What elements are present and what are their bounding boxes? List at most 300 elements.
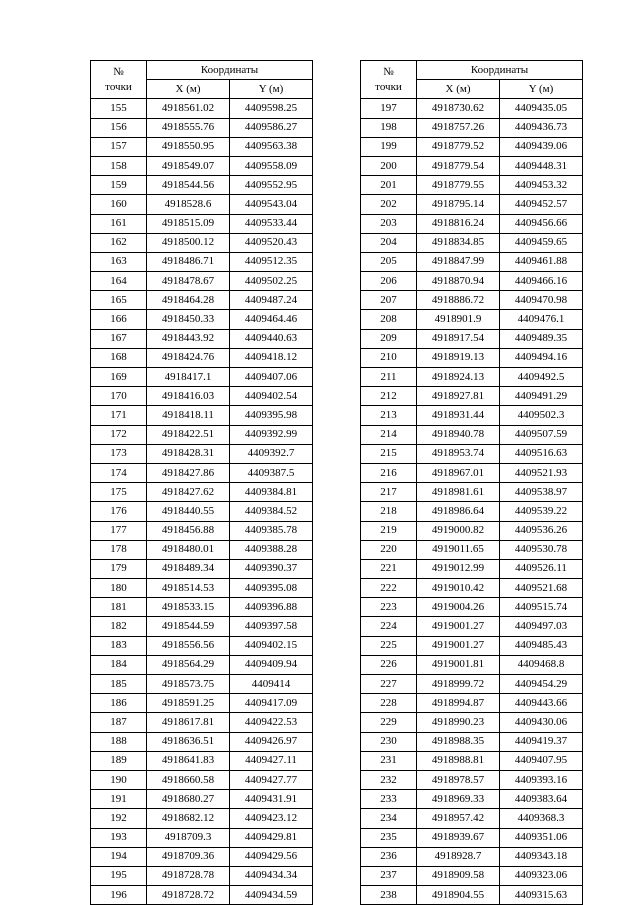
point-number-cell: 215 xyxy=(361,444,417,463)
table-row xyxy=(91,348,313,367)
table-row xyxy=(91,368,313,387)
point-number-cell: 155 xyxy=(91,99,147,118)
table-row xyxy=(91,272,313,291)
point-number-cell: 231 xyxy=(361,751,417,770)
y-coordinate-cell: 4409538.97 xyxy=(500,483,583,502)
table-row xyxy=(361,521,583,540)
coordinates-header: Координаты xyxy=(147,61,313,80)
y-coordinate-cell: 4409453.32 xyxy=(500,176,583,195)
point-number-cell: 232 xyxy=(361,770,417,789)
point-number-cell: 228 xyxy=(361,694,417,713)
x-coordinate-cell: 4918561.02 xyxy=(147,99,230,118)
point-number-cell: 227 xyxy=(361,675,417,694)
y-coordinate-cell: 4409468.8 xyxy=(500,655,583,674)
y-coordinate-cell: 4409464.46 xyxy=(230,310,313,329)
point-number-cell: 234 xyxy=(361,809,417,828)
x-coordinate-cell: 4918544.56 xyxy=(147,176,230,195)
table-row xyxy=(361,387,583,406)
x-coordinate-cell: 4918478.67 xyxy=(147,272,230,291)
y-coordinate-cell: 4409351.06 xyxy=(500,828,583,847)
table-header xyxy=(91,61,313,99)
table-row xyxy=(91,156,313,175)
point-number-cell: 194 xyxy=(91,847,147,866)
table-row xyxy=(361,809,583,828)
header-point-label: точки xyxy=(375,80,402,93)
y-coordinate-cell: 4409426.97 xyxy=(230,732,313,751)
x-coordinate-cell: 4918940.78 xyxy=(417,425,500,444)
y-coordinate-cell: 4409430.06 xyxy=(500,713,583,732)
x-coordinate-cell: 4918440.55 xyxy=(147,502,230,521)
x-coordinate-cell: 4918928.7 xyxy=(417,847,500,866)
y-coordinate-cell: 4409429.56 xyxy=(230,847,313,866)
y-coordinate-cell: 4409402.54 xyxy=(230,387,313,406)
point-number-cell: 233 xyxy=(361,790,417,809)
point-number-cell: 190 xyxy=(91,770,147,789)
point-number-cell: 214 xyxy=(361,425,417,444)
point-number-cell: 193 xyxy=(91,828,147,847)
y-header: Y (м) xyxy=(230,80,313,99)
table-row xyxy=(91,195,313,214)
x-coordinate-cell: 4918967.01 xyxy=(417,463,500,482)
point-number-cell: 208 xyxy=(361,310,417,329)
x-coordinate-cell: 4918816.24 xyxy=(417,214,500,233)
x-coordinate-cell: 4918641.83 xyxy=(147,751,230,770)
table-row xyxy=(361,732,583,751)
y-coordinate-cell: 4409521.93 xyxy=(500,463,583,482)
table-row xyxy=(361,99,583,118)
point-number-cell: 196 xyxy=(91,886,147,905)
point-number-cell: 181 xyxy=(91,598,147,617)
y-coordinate-cell: 4409536.26 xyxy=(500,521,583,540)
y-coordinate-cell: 4409439.06 xyxy=(500,137,583,156)
table-row xyxy=(91,483,313,502)
y-coordinate-cell: 4409516.63 xyxy=(500,444,583,463)
table-row xyxy=(361,444,583,463)
table-row xyxy=(91,387,313,406)
point-number-cell: 224 xyxy=(361,617,417,636)
x-coordinate-cell: 4918924.13 xyxy=(417,368,500,387)
point-number-cell: 169 xyxy=(91,368,147,387)
x-coordinate-cell: 4918917.54 xyxy=(417,329,500,348)
x-coordinate-cell: 4918443.92 xyxy=(147,329,230,348)
x-coordinate-cell: 4918417.1 xyxy=(147,368,230,387)
point-number-cell: 204 xyxy=(361,233,417,252)
y-coordinate-cell: 4409497.03 xyxy=(500,617,583,636)
y-coordinate-cell: 4409539.22 xyxy=(500,502,583,521)
y-coordinate-cell: 4409390.37 xyxy=(230,559,313,578)
x-coordinate-cell: 4918617.81 xyxy=(147,713,230,732)
x-coordinate-cell: 4918573.75 xyxy=(147,675,230,694)
point-number-cell: 185 xyxy=(91,675,147,694)
point-number-cell: 207 xyxy=(361,291,417,310)
table-row xyxy=(361,828,583,847)
header-number-sign: № xyxy=(113,65,124,78)
table-row xyxy=(91,636,313,655)
y-coordinate-cell: 4409384.52 xyxy=(230,502,313,521)
point-number-cell: 179 xyxy=(91,559,147,578)
y-coordinate-cell: 4409456.66 xyxy=(500,214,583,233)
table-row xyxy=(361,483,583,502)
y-coordinate-cell: 4409388.28 xyxy=(230,540,313,559)
y-coordinate-cell: 4409512.35 xyxy=(230,252,313,271)
table-row xyxy=(91,502,313,521)
x-coordinate-cell: 4919001.27 xyxy=(417,636,500,655)
y-coordinate-cell: 4409470.98 xyxy=(500,291,583,310)
x-coordinate-cell: 4918480.01 xyxy=(147,540,230,559)
point-number-cell: 175 xyxy=(91,483,147,502)
point-number-cell: 213 xyxy=(361,406,417,425)
x-coordinate-cell: 4918904.55 xyxy=(417,886,500,905)
table-row xyxy=(91,886,313,905)
x-coordinate-cell: 4919010.42 xyxy=(417,579,500,598)
table-row xyxy=(361,156,583,175)
x-coordinate-cell: 4918424.76 xyxy=(147,348,230,367)
x-coordinate-cell: 4918994.87 xyxy=(417,694,500,713)
point-number-cell: 237 xyxy=(361,866,417,885)
x-coordinate-cell: 4918779.54 xyxy=(417,156,500,175)
y-coordinate-cell: 4409427.77 xyxy=(230,770,313,789)
x-header: X (м) xyxy=(417,80,500,99)
x-coordinate-cell: 4918931.44 xyxy=(417,406,500,425)
point-number-cell: 230 xyxy=(361,732,417,751)
table-row xyxy=(361,694,583,713)
table-row xyxy=(91,809,313,828)
point-number-cell: 172 xyxy=(91,425,147,444)
y-coordinate-cell: 4409436.73 xyxy=(500,118,583,137)
x-coordinate-cell: 4918834.85 xyxy=(417,233,500,252)
table-row xyxy=(361,233,583,252)
y-coordinate-cell: 4409423.12 xyxy=(230,809,313,828)
point-number-cell: 159 xyxy=(91,176,147,195)
y-coordinate-cell: 4409533.44 xyxy=(230,214,313,233)
table-row xyxy=(91,310,313,329)
point-number-cell: 219 xyxy=(361,521,417,540)
table-row xyxy=(361,540,583,559)
y-coordinate-cell: 4409434.34 xyxy=(230,866,313,885)
table-row xyxy=(91,176,313,195)
table-row xyxy=(361,214,583,233)
table-row xyxy=(361,751,583,770)
y-coordinate-cell: 4409452.57 xyxy=(500,195,583,214)
point-number-cell: 209 xyxy=(361,329,417,348)
point-number-header xyxy=(361,61,417,99)
x-coordinate-cell: 4918549.07 xyxy=(147,156,230,175)
point-number-cell: 212 xyxy=(361,387,417,406)
point-number-cell: 225 xyxy=(361,636,417,655)
y-coordinate-cell: 4409485.43 xyxy=(500,636,583,655)
y-coordinate-cell: 4409598.25 xyxy=(230,99,313,118)
point-number-cell: 178 xyxy=(91,540,147,559)
y-coordinate-cell: 4409417.09 xyxy=(230,694,313,713)
y-coordinate-cell: 4409385.78 xyxy=(230,521,313,540)
y-coordinate-cell: 4409489.35 xyxy=(500,329,583,348)
table-row xyxy=(91,329,313,348)
table-row xyxy=(361,617,583,636)
table-row xyxy=(361,368,583,387)
y-coordinate-cell: 4409418.12 xyxy=(230,348,313,367)
y-coordinate-cell: 4409395.98 xyxy=(230,406,313,425)
y-coordinate-cell: 4409459.65 xyxy=(500,233,583,252)
table-row xyxy=(361,655,583,674)
y-coordinate-cell: 4409507.59 xyxy=(500,425,583,444)
point-number-cell: 216 xyxy=(361,463,417,482)
table-row xyxy=(361,502,583,521)
point-number-cell: 166 xyxy=(91,310,147,329)
y-coordinate-cell: 4409520.43 xyxy=(230,233,313,252)
point-number-cell: 170 xyxy=(91,387,147,406)
table-row xyxy=(91,579,313,598)
y-coordinate-cell: 4409461.88 xyxy=(500,252,583,271)
point-number-cell: 206 xyxy=(361,272,417,291)
point-number-cell: 160 xyxy=(91,195,147,214)
table-row xyxy=(91,137,313,156)
table-row xyxy=(361,252,583,271)
y-coordinate-cell: 4409440.63 xyxy=(230,329,313,348)
point-number-cell: 157 xyxy=(91,137,147,156)
x-coordinate-cell: 4918709.3 xyxy=(147,828,230,847)
point-number-cell: 195 xyxy=(91,866,147,885)
x-coordinate-cell: 4918515.09 xyxy=(147,214,230,233)
y-coordinate-cell: 4409422.53 xyxy=(230,713,313,732)
x-coordinate-cell: 4918757.26 xyxy=(417,118,500,137)
y-coordinate-cell: 4409552.95 xyxy=(230,176,313,195)
point-number-cell: 173 xyxy=(91,444,147,463)
x-coordinate-cell: 4918709.36 xyxy=(147,847,230,866)
table-row xyxy=(361,866,583,885)
y-coordinate-cell: 4409407.06 xyxy=(230,368,313,387)
table-row xyxy=(361,195,583,214)
x-coordinate-cell: 4918957.42 xyxy=(417,809,500,828)
table-row xyxy=(361,598,583,617)
point-number-cell: 217 xyxy=(361,483,417,502)
x-coordinate-cell: 4918533.15 xyxy=(147,598,230,617)
table-row xyxy=(361,291,583,310)
point-number-cell: 226 xyxy=(361,655,417,674)
y-coordinate-cell: 4409521.68 xyxy=(500,579,583,598)
x-coordinate-cell: 4918660.58 xyxy=(147,770,230,789)
x-coordinate-cell: 4918564.29 xyxy=(147,655,230,674)
table-row xyxy=(91,444,313,463)
y-coordinate-cell: 4409487.24 xyxy=(230,291,313,310)
x-coordinate-cell: 4918901.9 xyxy=(417,310,500,329)
point-number-cell: 220 xyxy=(361,540,417,559)
table-row xyxy=(361,847,583,866)
table-row xyxy=(91,694,313,713)
x-coordinate-cell: 4918730.62 xyxy=(417,99,500,118)
point-number-cell: 200 xyxy=(361,156,417,175)
point-number-cell: 191 xyxy=(91,790,147,809)
y-coordinate-cell: 4409586.27 xyxy=(230,118,313,137)
point-number-cell: 156 xyxy=(91,118,147,137)
table-row xyxy=(91,406,313,425)
header-number-sign: № xyxy=(383,65,394,78)
table-row xyxy=(361,579,583,598)
table-row xyxy=(361,636,583,655)
y-coordinate-cell: 4409454.29 xyxy=(500,675,583,694)
x-coordinate-cell: 4918978.57 xyxy=(417,770,500,789)
y-coordinate-cell: 4409466.16 xyxy=(500,272,583,291)
y-header: Y (м) xyxy=(500,80,583,99)
table-row xyxy=(361,329,583,348)
y-coordinate-cell: 4409414 xyxy=(230,675,313,694)
table-row xyxy=(361,425,583,444)
coordinates-table-right xyxy=(360,60,583,905)
x-coordinate-cell: 4918909.58 xyxy=(417,866,500,885)
point-number-cell: 218 xyxy=(361,502,417,521)
table-row xyxy=(361,713,583,732)
y-coordinate-cell: 4409343.18 xyxy=(500,847,583,866)
table-row xyxy=(91,252,313,271)
point-number-cell: 192 xyxy=(91,809,147,828)
table-row xyxy=(91,790,313,809)
x-coordinate-cell: 4918428.31 xyxy=(147,444,230,463)
point-number-cell: 210 xyxy=(361,348,417,367)
point-number-cell: 163 xyxy=(91,252,147,271)
x-coordinate-cell: 4918680.27 xyxy=(147,790,230,809)
x-coordinate-cell: 4918556.56 xyxy=(147,636,230,655)
coordinates-header: Координаты xyxy=(417,61,583,80)
x-coordinate-cell: 4919012.99 xyxy=(417,559,500,578)
x-coordinate-cell: 4918514.53 xyxy=(147,579,230,598)
y-coordinate-cell: 4409315.63 xyxy=(500,886,583,905)
point-number-cell: 186 xyxy=(91,694,147,713)
point-number-cell: 180 xyxy=(91,579,147,598)
point-number-cell: 229 xyxy=(361,713,417,732)
y-coordinate-cell: 4409502.25 xyxy=(230,272,313,291)
x-coordinate-cell: 4918427.86 xyxy=(147,463,230,482)
point-number-cell: 238 xyxy=(361,886,417,905)
y-coordinate-cell: 4409419.37 xyxy=(500,732,583,751)
x-coordinate-cell: 4918418.11 xyxy=(147,406,230,425)
point-number-cell: 201 xyxy=(361,176,417,195)
table-row xyxy=(361,463,583,482)
table-row xyxy=(91,675,313,694)
x-coordinate-cell: 4918990.23 xyxy=(417,713,500,732)
x-coordinate-cell: 4919004.26 xyxy=(417,598,500,617)
y-coordinate-cell: 4409393.16 xyxy=(500,770,583,789)
y-coordinate-cell: 4409397.58 xyxy=(230,617,313,636)
table-body xyxy=(361,99,583,905)
y-coordinate-cell: 4409448.31 xyxy=(500,156,583,175)
y-coordinate-cell: 4409392.99 xyxy=(230,425,313,444)
x-coordinate-cell: 4918939.67 xyxy=(417,828,500,847)
x-coordinate-cell: 4918456.88 xyxy=(147,521,230,540)
x-coordinate-cell: 4918422.51 xyxy=(147,425,230,444)
x-coordinate-cell: 4918427.62 xyxy=(147,483,230,502)
point-number-cell: 183 xyxy=(91,636,147,655)
table-row xyxy=(361,790,583,809)
table-row xyxy=(91,866,313,885)
y-coordinate-cell: 4409502.3 xyxy=(500,406,583,425)
x-coordinate-cell: 4918450.33 xyxy=(147,310,230,329)
table-row xyxy=(361,406,583,425)
table-row xyxy=(91,540,313,559)
x-coordinate-cell: 4918500.12 xyxy=(147,233,230,252)
y-coordinate-cell: 4409530.78 xyxy=(500,540,583,559)
table-row xyxy=(91,847,313,866)
table-row xyxy=(91,99,313,118)
point-number-cell: 176 xyxy=(91,502,147,521)
point-number-cell: 165 xyxy=(91,291,147,310)
x-coordinate-cell: 4918779.52 xyxy=(417,137,500,156)
point-number-cell: 162 xyxy=(91,233,147,252)
table-row xyxy=(91,521,313,540)
table-row xyxy=(91,598,313,617)
x-coordinate-cell: 4918953.74 xyxy=(417,444,500,463)
point-number-cell: 221 xyxy=(361,559,417,578)
x-coordinate-cell: 4918464.28 xyxy=(147,291,230,310)
table-body xyxy=(91,99,313,905)
y-coordinate-cell: 4409395.08 xyxy=(230,579,313,598)
x-coordinate-cell: 4918544.59 xyxy=(147,617,230,636)
point-number-cell: 236 xyxy=(361,847,417,866)
y-coordinate-cell: 4409494.16 xyxy=(500,348,583,367)
table-row xyxy=(361,675,583,694)
x-coordinate-cell: 4918636.51 xyxy=(147,732,230,751)
table-row xyxy=(91,770,313,789)
y-coordinate-cell: 4409368.3 xyxy=(500,809,583,828)
point-number-cell: 211 xyxy=(361,368,417,387)
y-coordinate-cell: 4409434.59 xyxy=(230,886,313,905)
point-number-cell: 223 xyxy=(361,598,417,617)
point-number-cell: 158 xyxy=(91,156,147,175)
y-coordinate-cell: 4409443.66 xyxy=(500,694,583,713)
y-coordinate-cell: 4409429.81 xyxy=(230,828,313,847)
y-coordinate-cell: 4409431.91 xyxy=(230,790,313,809)
x-coordinate-cell: 4918999.72 xyxy=(417,675,500,694)
table-row xyxy=(91,118,313,137)
y-coordinate-cell: 4409387.5 xyxy=(230,463,313,482)
point-number-cell: 177 xyxy=(91,521,147,540)
table-row xyxy=(91,732,313,751)
y-coordinate-cell: 4409515.74 xyxy=(500,598,583,617)
x-coordinate-cell: 4918981.61 xyxy=(417,483,500,502)
x-coordinate-cell: 4918988.35 xyxy=(417,732,500,751)
x-coordinate-cell: 4918555.76 xyxy=(147,118,230,137)
x-coordinate-cell: 4918728.72 xyxy=(147,886,230,905)
table-row xyxy=(361,118,583,137)
y-coordinate-cell: 4409563.38 xyxy=(230,137,313,156)
y-coordinate-cell: 4409558.09 xyxy=(230,156,313,175)
table-row xyxy=(361,559,583,578)
point-number-cell: 161 xyxy=(91,214,147,233)
x-coordinate-cell: 4918919.13 xyxy=(417,348,500,367)
y-coordinate-cell: 4409476.1 xyxy=(500,310,583,329)
point-number-cell: 189 xyxy=(91,751,147,770)
x-coordinate-cell: 4918988.81 xyxy=(417,751,500,770)
y-coordinate-cell: 4409526.11 xyxy=(500,559,583,578)
x-coordinate-cell: 4919001.27 xyxy=(417,617,500,636)
table-row xyxy=(361,348,583,367)
x-coordinate-cell: 4918591.25 xyxy=(147,694,230,713)
point-number-cell: 174 xyxy=(91,463,147,482)
point-number-cell: 202 xyxy=(361,195,417,214)
point-number-cell: 235 xyxy=(361,828,417,847)
point-number-cell: 187 xyxy=(91,713,147,732)
point-number-cell: 222 xyxy=(361,579,417,598)
x-coordinate-cell: 4919011.65 xyxy=(417,540,500,559)
table-row xyxy=(91,425,313,444)
table-row xyxy=(91,463,313,482)
y-coordinate-cell: 4409427.11 xyxy=(230,751,313,770)
point-number-cell: 167 xyxy=(91,329,147,348)
x-coordinate-cell: 4918969.33 xyxy=(417,790,500,809)
table-row xyxy=(361,310,583,329)
table-row xyxy=(91,713,313,732)
point-number-cell: 184 xyxy=(91,655,147,674)
x-coordinate-cell: 4918986.64 xyxy=(417,502,500,521)
x-coordinate-cell: 4918489.34 xyxy=(147,559,230,578)
